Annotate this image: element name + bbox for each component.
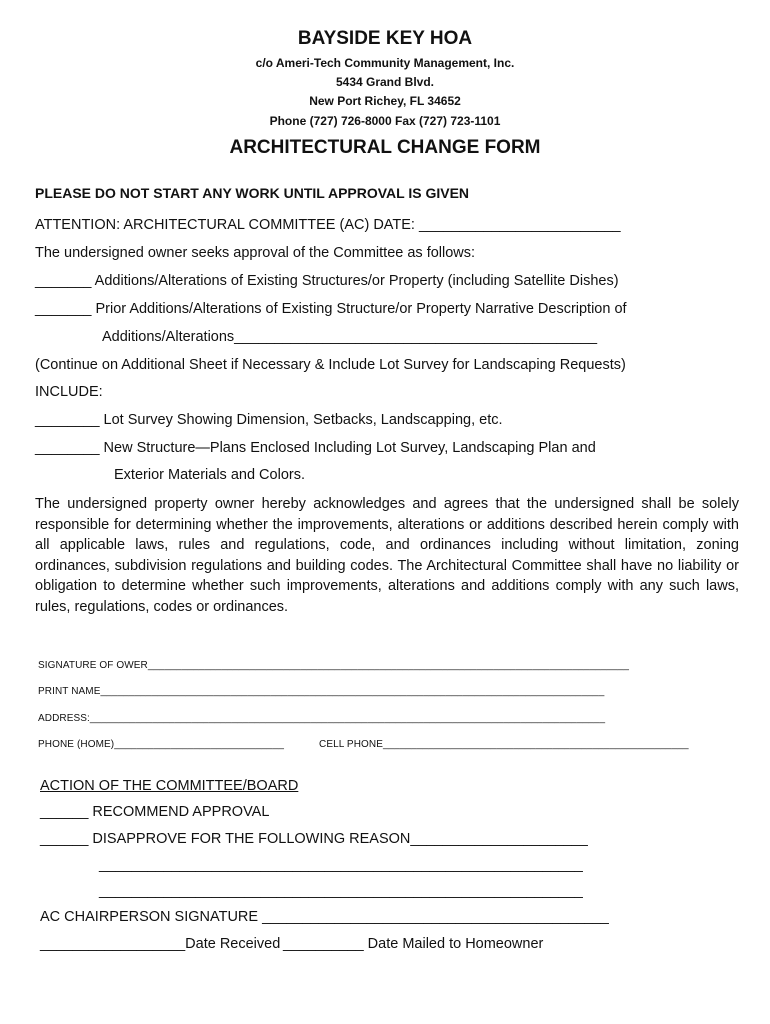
acknowledgement-paragraph: The undersigned property owner hereby acknowledges and agrees that the undersigned shall be solely responsible for determining whether the improvements, alterations or additions described herein comply with all applicable laws, rules and regulations, code, and ordinances including without limitation, zoning ordinances, subdivision regulations and building codes. The Architectural Committee shall have no liability or obligation to determine whether such improvements, alterations and additions comply with any such laws, rules, regulations, codes or ordinances. [35, 496, 739, 615]
option-prior-additions: _______ Prior Additions/Alterations of Existing Structure/or Property Narrative Description of [35, 301, 627, 317]
home-phone-field[interactable]: PHONE (HOME)______________________________ [38, 739, 285, 750]
option-additions-alterations: _______ Additions/Alterations of Existing Structures/or Property (including Satellite Dishes) [35, 273, 619, 289]
chairperson-signature-field[interactable]: AC CHAIRPERSON SIGNATURE ___________________________________________ [40, 909, 609, 925]
include-new-structure: ________ New Structure—Plans Enclosed Including Lot Survey, Landscaping Plan and [35, 440, 596, 456]
include-lot-survey: ________ Lot Survey Showing Dimension, Setbacks, Landscapping, etc. [35, 412, 503, 428]
approval-notice: PLEASE DO NOT START ANY WORK UNTIL APPROVAL IS GIVEN [35, 185, 470, 201]
continue-note: (Continue on Additional Sheet if Necessary & Include Lot Survey for Landscaping Requests) [35, 357, 626, 373]
option-prior-additions-cont: Additions/Alterations_____________________________________________ [102, 329, 598, 345]
recommend-approval-option: ______ RECOMMEND APPROVAL [40, 804, 270, 820]
committee-heading: ACTION OF THE COMMITTEE/BOARD [40, 778, 299, 794]
care-of-line: c/o Ameri-Tech Community Management, Inc. [255, 56, 515, 70]
include-label: INCLUDE: [35, 384, 103, 400]
owner-signature-field[interactable]: SIGNATURE OF OWER_____________________________________________________________________________________ [38, 660, 630, 671]
reason-line-2[interactable]: ____________________________________________________________ [99, 883, 583, 899]
disapprove-option: ______ DISAPPROVE FOR THE FOLLOWING REASON______________________ [40, 831, 588, 847]
address-line-2: New Port Richey, FL 34652 [309, 94, 461, 108]
org-name: BAYSIDE KEY HOA [297, 28, 473, 49]
form-title: ARCHITECTURAL CHANGE FORM [229, 137, 541, 158]
address-field[interactable]: ADDRESS:___________________________________________________________________________________________ [38, 713, 606, 724]
phone-fax-line: Phone (727) 726-8000 Fax (727) 723-1101 [269, 114, 501, 128]
intro-line: The undersigned owner seeks approval of the Committee as follows: [35, 245, 476, 261]
address-line-1: 5434 Grand Blvd. [335, 75, 435, 89]
date-received-field[interactable]: __________________Date Received [40, 936, 281, 952]
include-new-structure-cont: Exterior Materials and Colors. [114, 467, 305, 483]
attention-date-line: ATTENTION: ARCHITECTURAL COMMITTEE (AC) DATE: _________________________ [35, 217, 621, 233]
cell-phone-field[interactable]: CELL PHONE______________________________________________________ [319, 739, 689, 750]
print-name-field[interactable]: PRINT NAME_________________________________________________________________________________________ [38, 686, 605, 697]
date-mailed-field[interactable]: __________ Date Mailed to Homeowner [283, 936, 544, 952]
reason-line-1[interactable]: ____________________________________________________________ [99, 857, 583, 873]
